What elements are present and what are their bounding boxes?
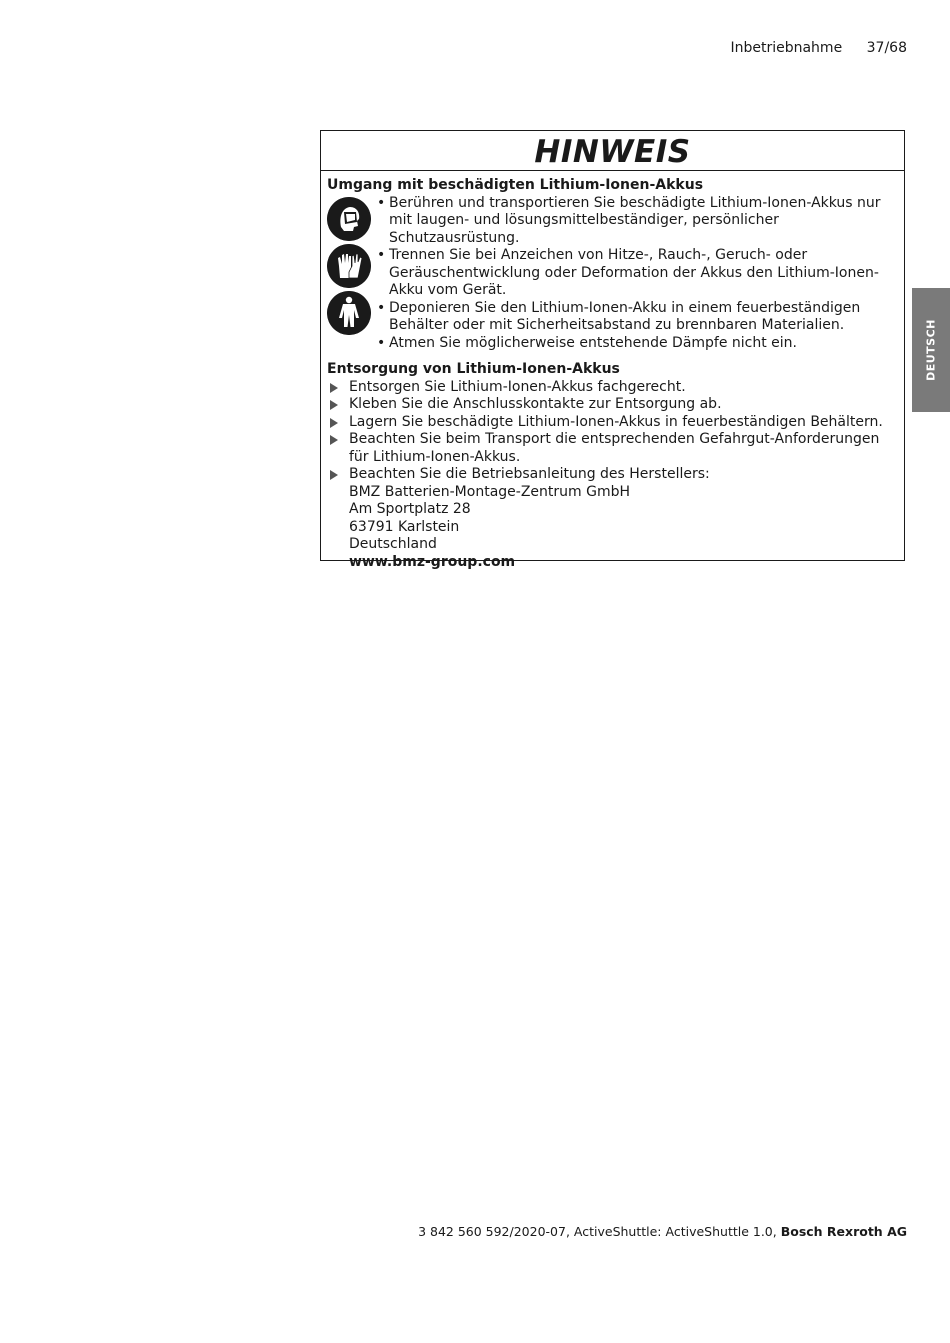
face-shield-icon: [327, 197, 371, 241]
ppe-icon-column: [327, 197, 372, 338]
address-street: Am Sportplatz 28: [349, 501, 471, 517]
language-tab-label: DEUTSCH: [924, 319, 938, 381]
website-link[interactable]: www.bmz-group.com: [349, 553, 516, 570]
arrow-right-icon: [330, 435, 338, 445]
disposal-item: Lagern Sie beschädigte Lithium-Ionen-Akkus in feuerbeständigen Behältern.: [327, 414, 900, 432]
disposal-item: Beachten Sie die Betriebsanleitung des Herstellers:: [327, 466, 900, 484]
arrow-right-icon: [330, 418, 338, 428]
disposal-item: Beachten Sie beim Transport die entsprechenden Gefahrgut-Anforderungen für Lithium-Ionen-Akkus.: [327, 431, 900, 466]
notice-title: HINWEIS: [321, 131, 904, 171]
section-title: Inbetriebnahme: [730, 40, 843, 56]
handling-heading: Umgang mit beschädigten Lithium-Ionen-Akkus: [327, 177, 704, 193]
page-header: [730, 40, 907, 56]
disposal-item: Kleben Sie die Anschlusskontakte zur Entsorgung ab.: [327, 396, 900, 414]
protective-suit-icon: [327, 291, 371, 335]
notice-body: [321, 171, 904, 571]
disposal-heading: Entsorgung von Lithium-Ionen-Akkus: [327, 361, 620, 377]
handling-item: • Deponieren Sie den Lithium-Ionen-Akku in einem feuerbeständigen Behälter oder mit Sicherheitsabstand zu brennbaren Materialien.: [383, 300, 900, 335]
company-name: Bosch Rexroth AG: [780, 1224, 907, 1239]
page-footer: [418, 1224, 907, 1239]
address-company: BMZ Batterien-Montage-Zentrum GmbH: [349, 483, 631, 500]
arrow-right-icon: [330, 383, 338, 393]
document-info: 3 842 560 592/2020-07, ActiveShuttle: ActiveShuttle 1.0,: [418, 1224, 781, 1239]
page-number: 37/68: [866, 40, 907, 56]
disposal-item: Entsorgen Sie Lithium-Ionen-Akkus fachgerecht.: [327, 379, 900, 397]
handling-list: [327, 195, 900, 353]
manufacturer-address: [327, 484, 900, 572]
address-city: 63791 Karlstein: [349, 518, 460, 535]
handling-item: • Trennen Sie bei Anzeichen von Hitze-, Rauch-, Geruch- oder Geräuschentwicklung oder Deformation der Akkus den Lithium-Ionen-Akku vom Gerät.: [383, 247, 900, 300]
handling-item: • Berühren und transportieren Sie beschädigte Lithium-Ionen-Akkus nur mit laugen- und lösungsmittelbeständiger, persönlicher Schutzausrüstung.: [383, 195, 900, 248]
notice-box: [320, 130, 905, 570]
disposal-list: [327, 379, 900, 484]
language-tab: [912, 288, 950, 412]
handling-section: [327, 195, 900, 353]
address-country: Deutschland: [349, 536, 437, 552]
arrow-right-icon: [330, 400, 338, 410]
protective-gloves-icon: [327, 244, 371, 288]
arrow-right-icon: [330, 470, 338, 480]
handling-item: • Atmen Sie möglicherweise entstehende Dämpfe nicht ein.: [383, 335, 900, 353]
